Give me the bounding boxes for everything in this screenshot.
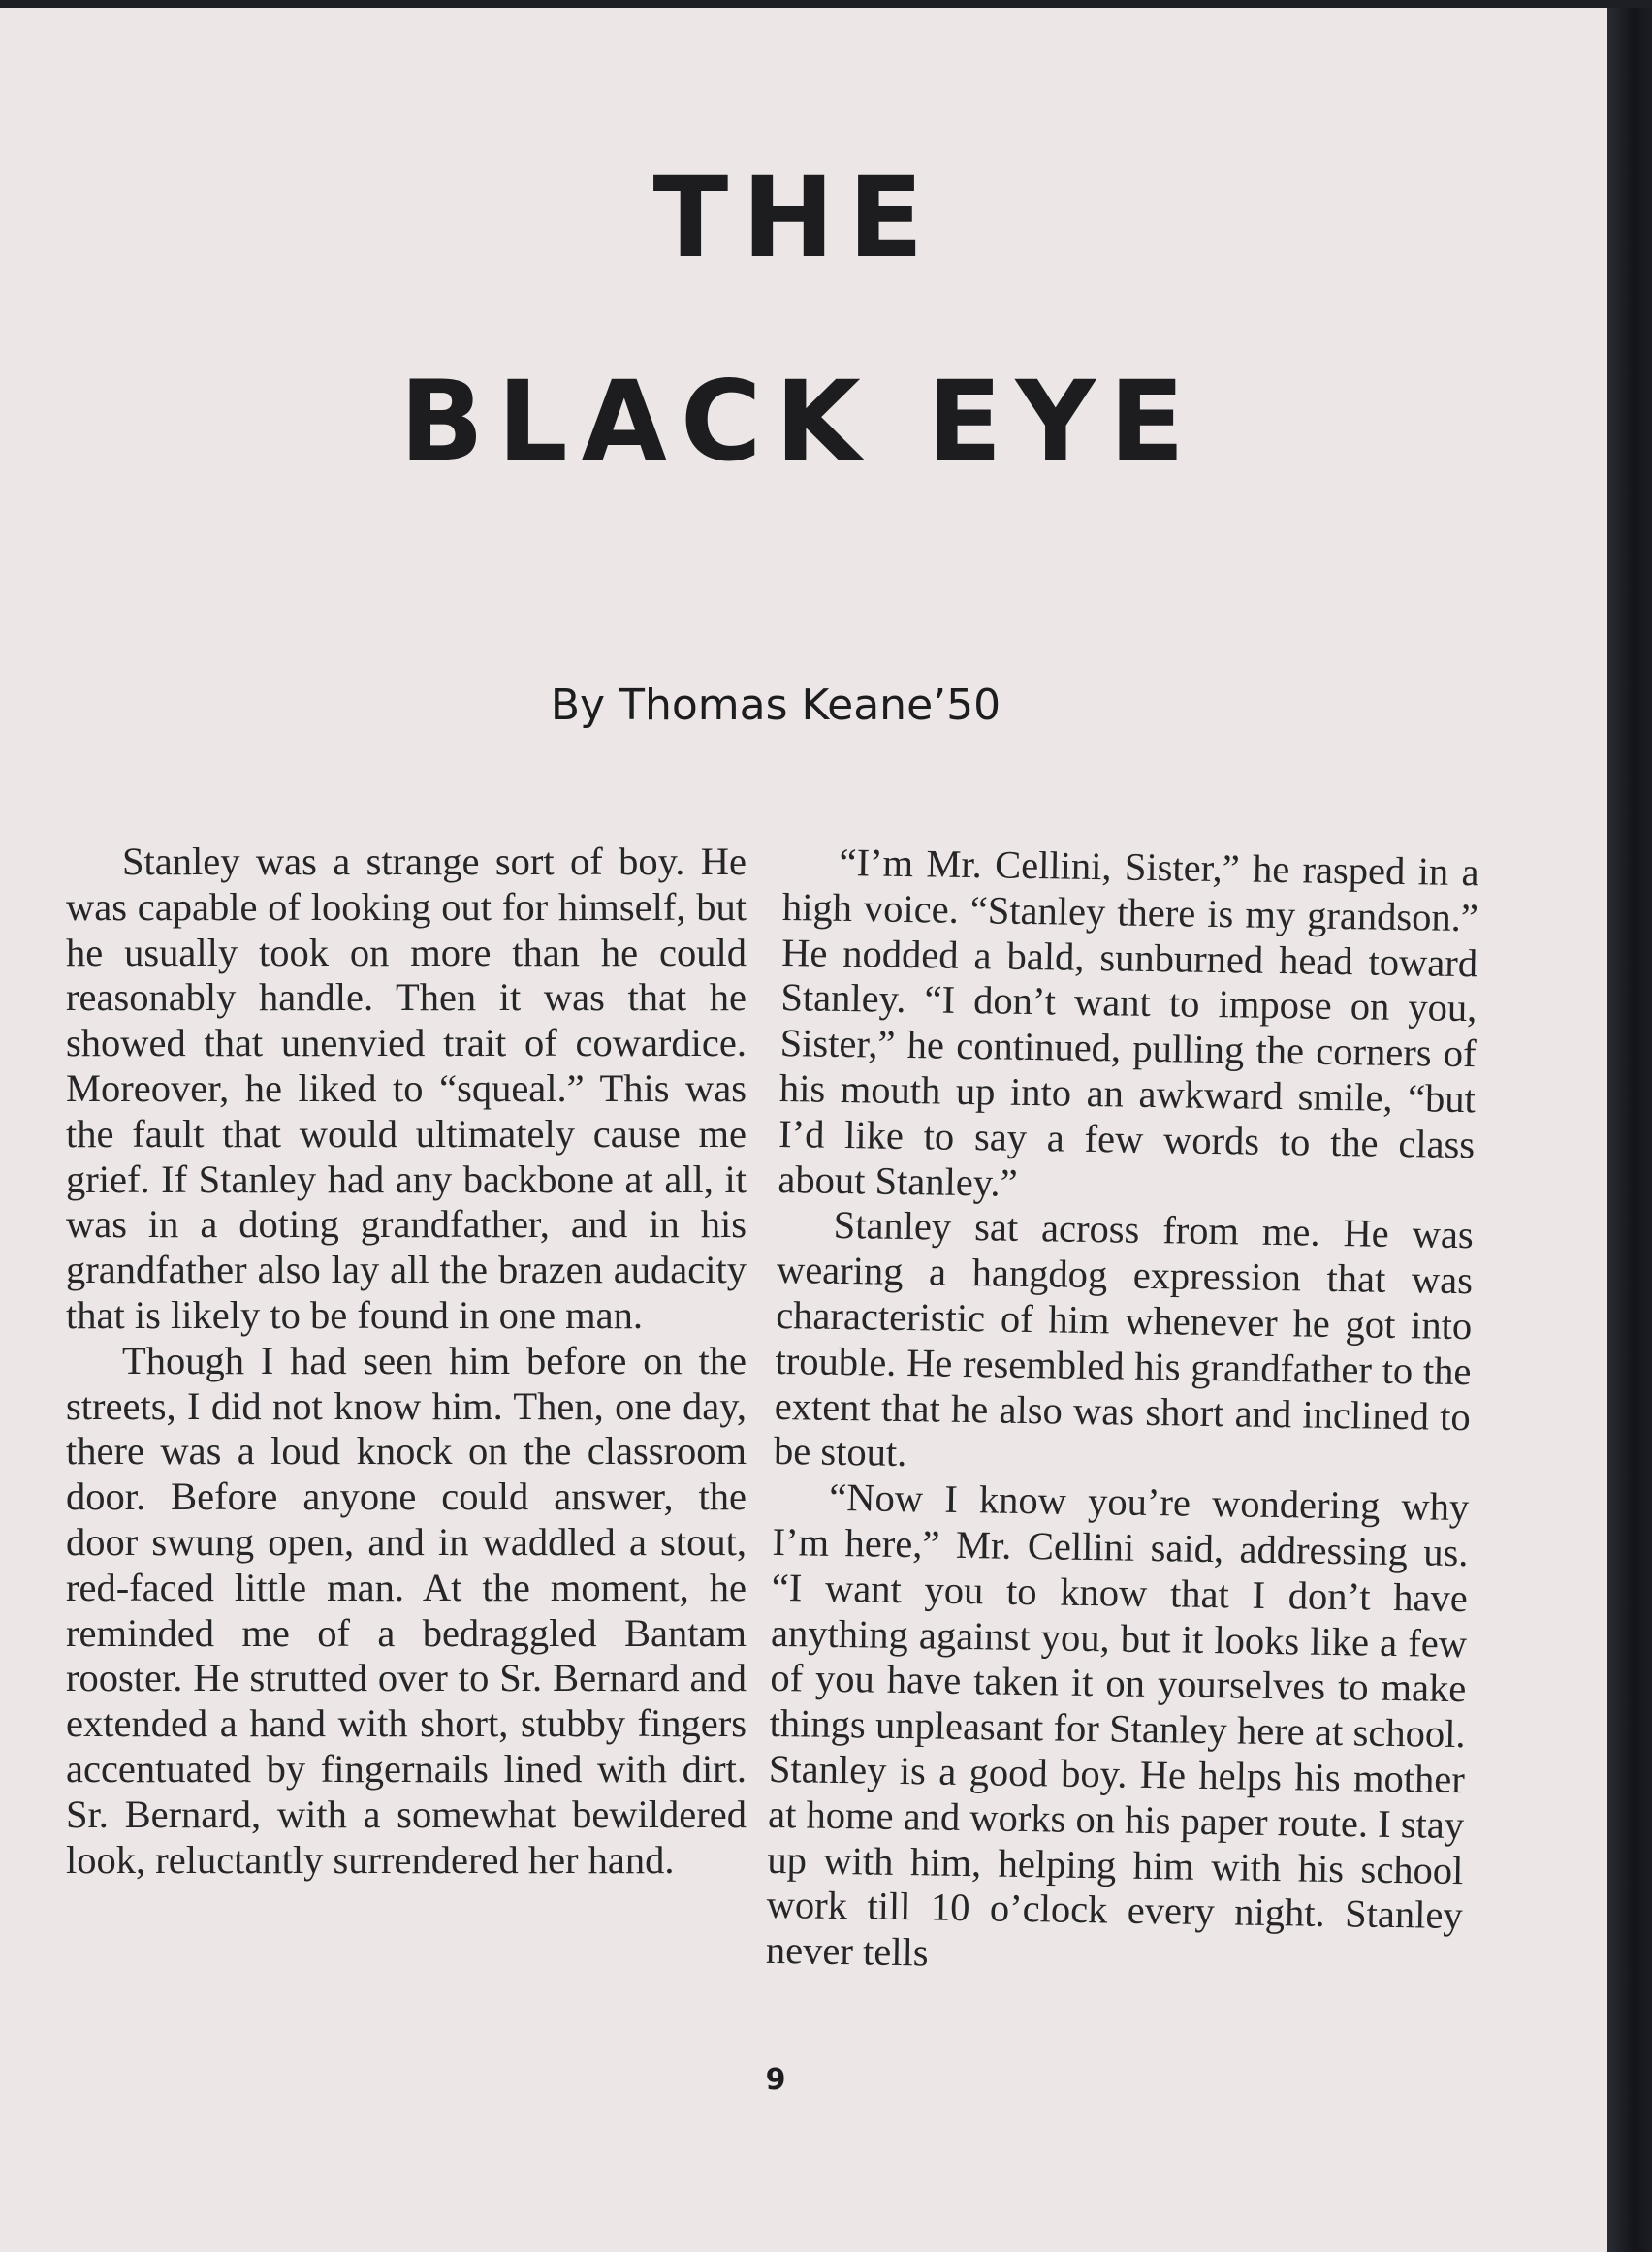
page-number: 9 [765,2063,786,2097]
title-line-2: BLACK EYE [399,357,1198,486]
binding-edge [1607,0,1652,2252]
left-column [66,840,747,1883]
top-edge [0,0,1652,8]
paragraph: “I’m Mr. Cellini, Sister,” he rasped in a high voice. “Stanley there is my grandson.” He nodded a bald, sunburned head toward Stanley. “I don’t want to impose on you, Sister,” he continued, pulling the corners of his mouth up into an awkward smile, “but I’d like to say a few words to the class about Stanley.” [778,840,1479,1205]
paragraph: Though I had seen him before on the streets, I did not know him. Then, one day, there was a loud knock on the classroom door. Before anyone could answer, the door swung open, and in waddled a stout, red-faced little man. At the moment, he reminded me of a bedraggled Bantam rooster. He strutted over to Sr. Bernard and extended a hand with short, stubby fingers accentuated by fingernails lined with dirt. Sr. Bernard, with a somewhat bewildered look, reluctantly surrendered her hand. [66,1338,747,1882]
right-column [766,840,1479,1984]
paragraph: “Now I know you’re wondering why I’m here,” Mr. Cellini said, addressing us. “I want you to know that I don’t have anything against you, but it looks like a few of you have taken it on yourselves to make things unpleasant for Stanley here at school. Stanley is a good boy. He helps his mother at home and works on his paper route. I stay up with him, helping him with his school work till 10 o’clock every night. Stanley never tells [765,1475,1470,1975]
paragraph: Stanley was a strange sort of boy. He was capable of looking out for himself, but he usually took on more than he could reasonably handle. Then it was that he showed that unenvied trait of cowardice. Moreover, he liked to “squeal.” This was the fault that would ultimately cause me grief. If Stanley had any backbone at all, it was in a doting grandfather, and in his grandfather also lay all the brazen audacity that is likely to be found in one man. [66,840,747,1337]
paragraph: Stanley sat across from me. He was wearing a hangdog expression that was characteristic of him whenever he got into trouble. He resembled his grandfather to the extent that he also was short and inclined to be stout. [773,1203,1475,1475]
title-line-1: THE [652,153,937,282]
byline: By Thomas Keane’50 [550,681,1001,730]
